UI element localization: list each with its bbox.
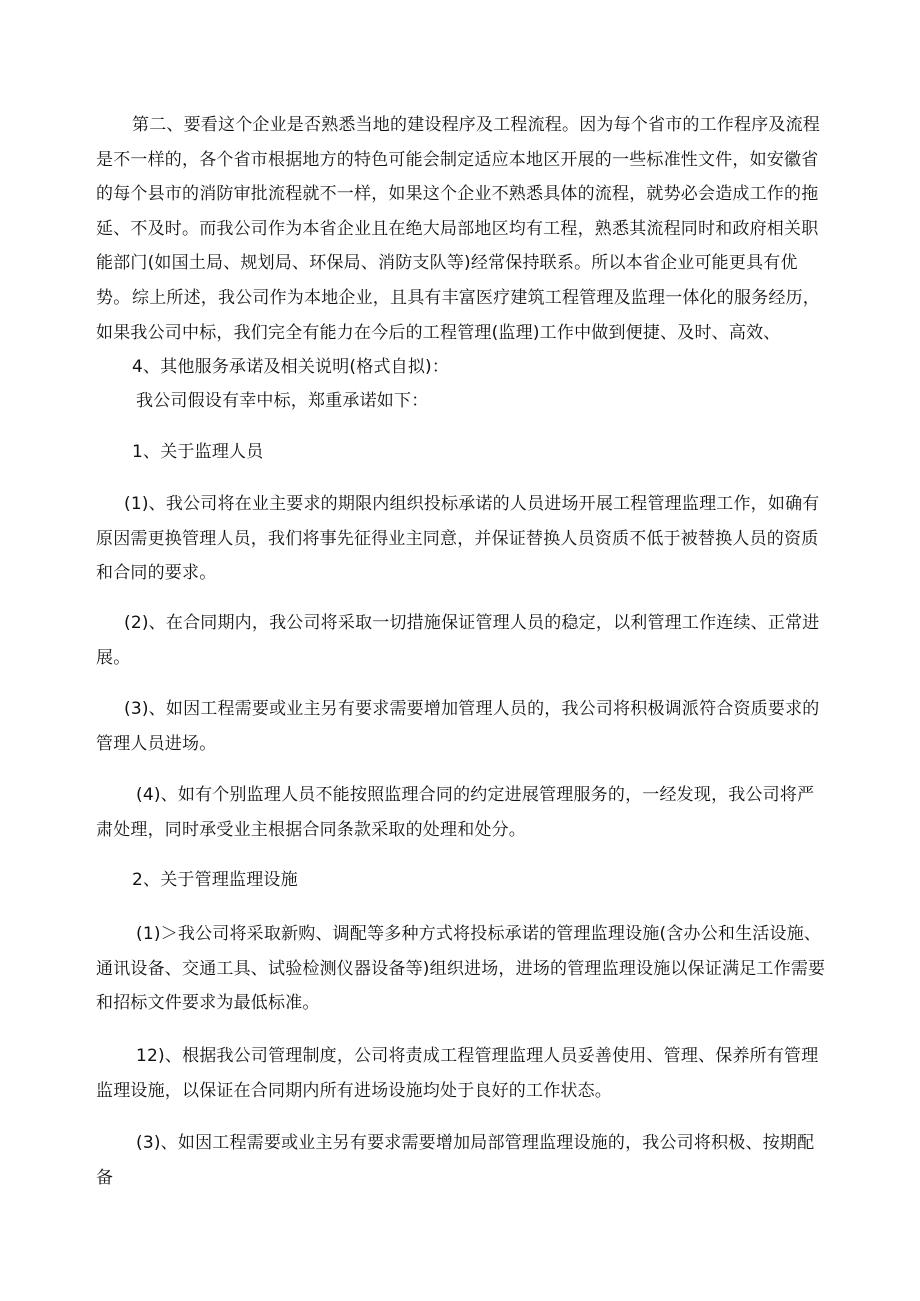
paragraph-commitment-intro: 我公司假设有幸中标，郑重承诺如下： <box>136 391 429 411</box>
paragraph-summary: 综上所述，我公司作为本地企业，且具有丰富医疗建筑工程管理及监理一体化的服务经历，如果我公司中标，我们完全有能力在今后的工程管理(监理)工作中做到便捷、及时、高效、 <box>96 288 820 343</box>
paragraph-staff-item-1: (1)、我公司将在业主要求的期限内组织投标承诺的人员进场开展工程管理监理工作，如确有原因需更换管理人员，我们将事先征得业主同意，并保证替换人员资质不低于被替换人员的资质和合同的要求。 <box>96 494 820 583</box>
paragraph-staff-item-4: (4)、如有个别监理人员不能按照监理合同的约定进展管理服务的，一经发现，我公司将严肃处理，同时承受业主根据合同条款采取的处理和处分。 <box>96 785 815 840</box>
heading-supervision-facilities: 2、关于管理监理设施 <box>132 870 298 890</box>
heading-other-commitments: 4、其他服务承诺及相关说明(格式自拟)： <box>132 357 450 377</box>
paragraph-local-procedures: 第二、要看这个企业是否熟悉当地的建设程序及工程流程。因为每个省市的工作程序及流程是不一样的，各个省市根据地方的特色可能会制定适应本地区开展的一些标准性文件，如安徽省的每个县市的消防审批流程就不一样，如果这个企业不熟悉具体的流程，就势必会造成工作的拖延、不及时。而我公司作为本省企业且在绝大局部地区均有工程，熟悉其流程同时和政府相关职能部门(如国土局、规划局、环保局、消防支队等)经常保持联系。所以本省企业可能更具有优势。 <box>96 115 820 308</box>
paragraph-facilities-item-2: 12)、根据我公司管理制度，公司将责成工程管理监理人员妥善使用、管理、保养所有管理监理设施，以保证在合同期内所有进场设施均处于良好的工作状态。 <box>96 1046 819 1101</box>
paragraph-facilities-item-1: (1)＞我公司将采取新购、调配等多种方式将投标承诺的管理监理设施(含办公和生活设施、通讯设备、交通工具、试验检测仪器设备等)组织进场，进场的管理监理设施以保证满足工作需要和招标文件要求为最低标准。 <box>96 924 826 1013</box>
paragraph-staff-item-3: (3)、如因工程需要或业主另有要求需要增加管理人员的，我公司将积极调派符合资质要求的管理人员进场。 <box>96 699 820 754</box>
heading-supervision-staff: 1、关于监理人员 <box>132 442 264 462</box>
paragraph-staff-item-2: (2)、在合同期内，我公司将采取一切措施保证管理人员的稳定，以利管理工作连续、正常进展。 <box>96 613 820 668</box>
paragraph-facilities-item-3: (3)、如因工程需要或业主另有要求需要增加局部管理监理设施的，我公司将积极、按期配备 <box>96 1133 815 1188</box>
